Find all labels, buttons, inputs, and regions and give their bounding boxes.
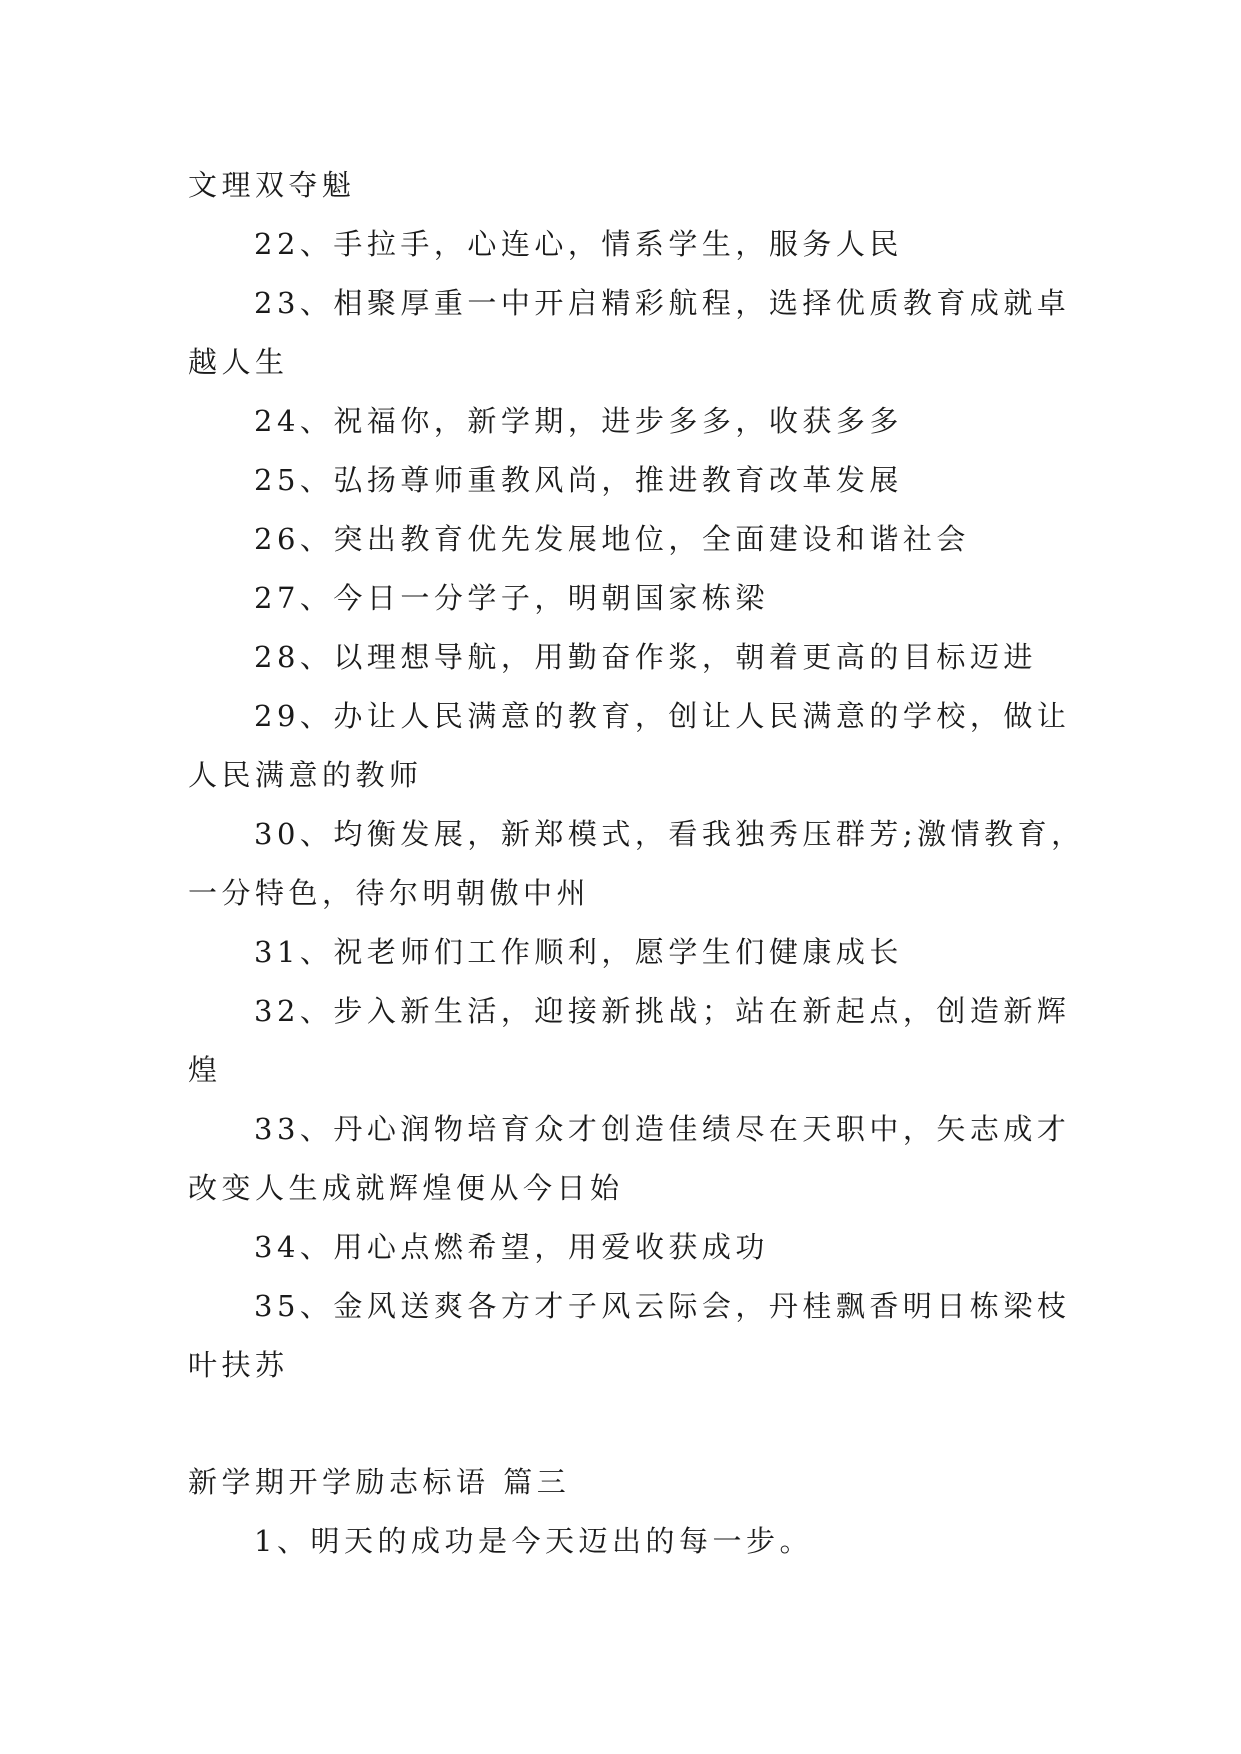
text-line: 改变人生成就辉煌便从今日始 (188, 1171, 624, 1205)
text-line: 叶扶苏 (188, 1348, 289, 1382)
text-line: 煌 (188, 1053, 222, 1087)
list-item: 32、步入新生活，迎接新挑战；站在新起点，创造新辉 (254, 994, 1071, 1028)
list-item: 28、以理想导航，用勤奋作浆，朝着更高的目标迈进 (254, 640, 1037, 674)
text-line: 一分特色，待尔明朝傲中州 (188, 876, 591, 910)
list-item: 26、突出教育优先发展地位，全面建设和谐社会 (254, 522, 970, 556)
list-item: 23、相聚厚重一中开启精彩航程，选择优质教育成就卓 (254, 286, 1071, 320)
list-item: 29、办让人民满意的教育，创让人民满意的学校，做让 (254, 699, 1071, 733)
list-item: 35、金风送爽各方才子风云际会，丹桂飘香明日栋梁枝 (254, 1289, 1071, 1323)
list-item: 24、祝福你，新学期，进步多多，收获多多 (254, 404, 903, 438)
list-item: 27、今日一分学子，明朝国家栋梁 (254, 581, 769, 615)
text-line: 文理双夺魁 (188, 168, 356, 202)
list-item: 31、祝老师们工作顺利，愿学生们健康成长 (254, 935, 903, 969)
section-heading: 新学期开学励志标语 篇三 (188, 1465, 571, 1499)
list-item: 1、明天的成功是今天迈出的每一步。 (254, 1524, 813, 1558)
list-item: 25、弘扬尊师重教风尚，推进教育改革发展 (254, 463, 903, 497)
list-item: 33、丹心润物培育众才创造佳绩尽在天职中，矢志成才 (254, 1112, 1071, 1146)
text-line: 越人生 (188, 345, 289, 379)
text-line: 人民满意的教师 (188, 758, 423, 792)
list-item: 22、手拉手，心连心，情系学生，服务人民 (254, 227, 903, 261)
list-item: 30、均衡发展，新郑模式，看我独秀压群芳;激情教育， (254, 817, 1085, 851)
list-item: 34、用心点燃希望，用爱收获成功 (254, 1230, 769, 1264)
